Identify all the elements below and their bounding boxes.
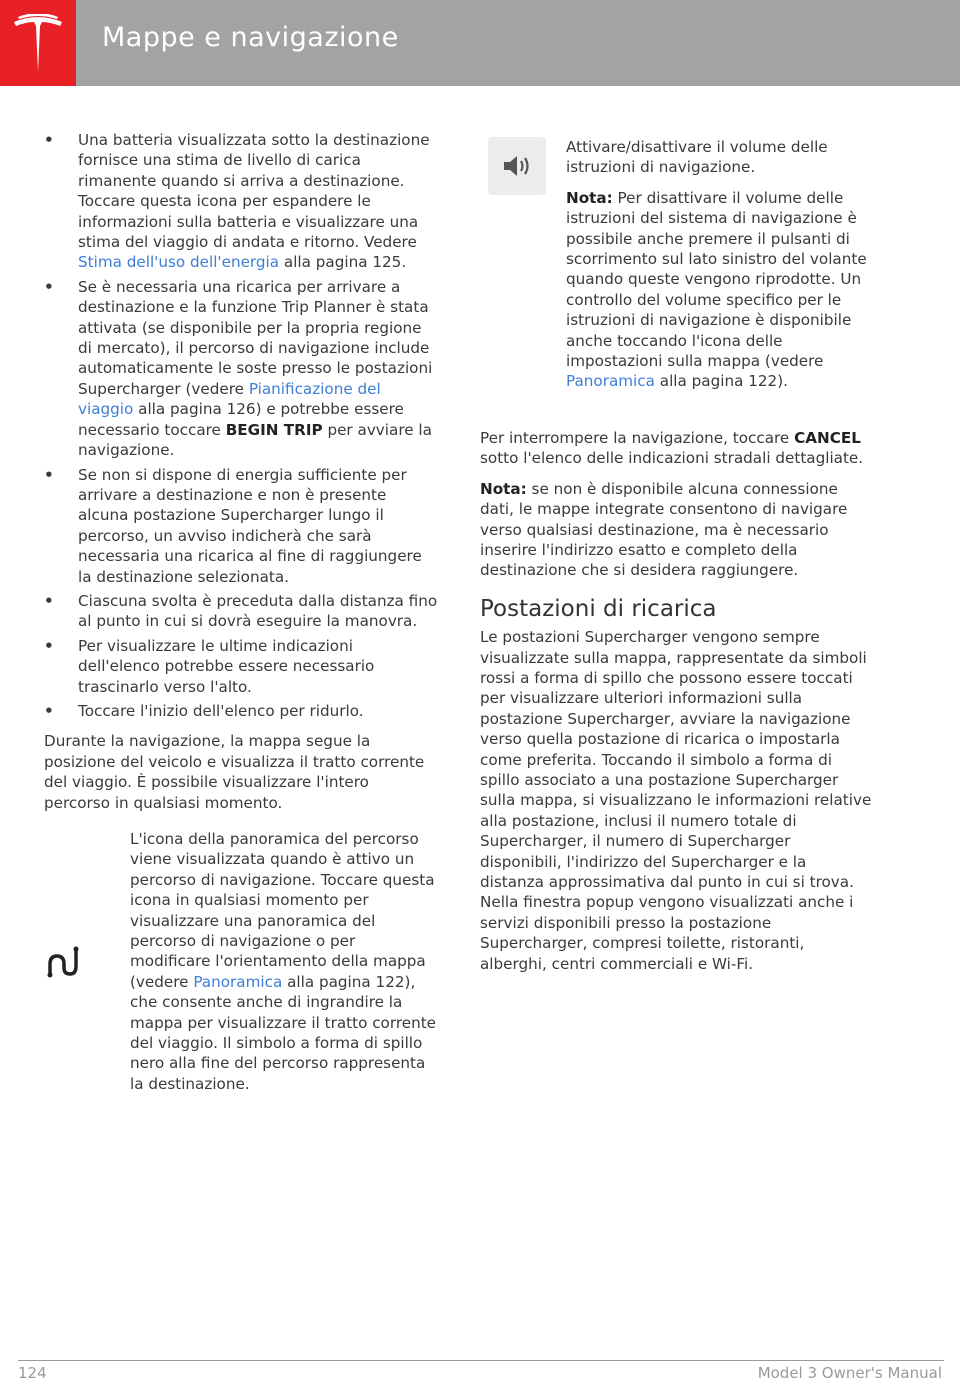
volume-title: Attivare/disattivare il volume delle istruzioni di navigazione.	[566, 138, 828, 177]
link-pianificazione[interactable]: Pianificazione del viaggio	[78, 379, 381, 419]
cancel-label: CANCEL	[794, 428, 861, 447]
connection-note: Nota: se non è disponibile alcuna connessione dati, le mappe integrate consentono di navigare verso qualsiasi destinazione, ma è necessario inserire l'indirizzo esatto e completo della destinazione che si desidera raggiungere.	[480, 479, 848, 580]
cancel-paragraph: Per interrompere la navigazione, toccare CANCEL sotto l'elenco delle indicazioni stradali dettagliate.	[480, 428, 864, 468]
page-header	[0, 0, 960, 86]
list-item: • Una batteria visualizzata sotto la destinazione fornisce una stima de livello di carica rimanente quando si arriva a destinazione. Toccare questa icona per espandere le informazioni sulla batteria e visualizzare una stima del viaggio di andata e ritorno. Vedere Stima dell'uso dell'energia alla pagina 125.	[44, 131, 430, 272]
charging-paragraph: Le postazioni Supercharger vengono sempre visualizzate sulla mappa, rappresentate da simboli rossi a forma di spillo che possono essere toccati per visualizzare ulteriori informazioni sulla postazione Supercharger, avviare la navigazione verso quella postazione di ricarica o impostarla come preferita. Toccando il simbolo a forma di spillo associato a una postazione Supercharger sulla mappa, si visualizzano le informazioni relative alla postazione, inclusi il numero totale di Supercharger, il numero di Supercharger disponibili, l'indirizzo del Supercharger e la distanza approssimativa dal punto in cui si trova. Nella finestra popup vengono visualizzati anche i servizi disponibili presso la postazione Supercharger, compresi toilette, ristoranti, alberghi, centri commerciali e Wi-Fi.	[480, 628, 872, 973]
page-number: 124	[18, 1364, 47, 1382]
volume-row	[480, 137, 875, 402]
route-overview-icon	[44, 942, 84, 982]
route-overview-text: L'icona della panoramica del percorso viene visualizzata quando è attivo un percorso di navigazione. Toccare questa icona in qualsiasi momento per visualizzare una panoramica del percorso di navigazione o per modificare l'orientamento della mappa (vedere Panoramica alla pagina 122), che consente anche di ingrandire la mappa per visualizzare il tratto corrente del viaggio. Il simbolo a forma di spillo nero alla fine del percorso rappresenta la destinazione.	[130, 830, 436, 1093]
footer-divider	[18, 1360, 944, 1361]
link-stima-energia[interactable]: Stima dell'uso dell'energia	[78, 253, 280, 272]
left-column	[44, 130, 439, 1094]
list-item: • Toccare l'inizio dell'elenco per ridurlo.	[44, 701, 364, 720]
volume-note: Nota: Per disattivare il volume delle istruzioni del sistema di navigazione è possibile anche premere il pulsanti di scorrimento sul lato sinistro del volante quando queste vengono riprodotte. Un controllo del volume specifico per le istruzioni di navigazione è disponibile anche toccando l'icona delle impostazioni sulla mappa (vedere Panoramica alla pagina 122).	[566, 188, 867, 391]
manual-title: Model 3 Owner's Manual	[757, 1364, 942, 1382]
section-heading: Postazioni di ricarica	[480, 595, 717, 622]
route-overview-row	[44, 829, 439, 1094]
speaker-icon	[501, 152, 533, 180]
link-panoramica-right[interactable]: Panoramica	[566, 372, 655, 391]
link-panoramica-left[interactable]: Panoramica	[193, 972, 283, 991]
list-item: • Per visualizzare le ultime indicazioni dell'elenco potrebbe essere necessario trascinarlo verso l'alto.	[44, 636, 375, 696]
tesla-logo	[0, 0, 76, 86]
page-title: Mappe e navigazione	[102, 22, 399, 53]
right-column	[480, 137, 875, 984]
tesla-t-icon	[12, 14, 64, 74]
volume-button[interactable]	[488, 137, 546, 195]
bullet-list	[44, 130, 439, 721]
navigation-paragraph: Durante la navigazione, la mappa segue la posizione del veicolo e visualizza il tratto corrente del viaggio. È possibile visualizzare l'intero percorso in qualsiasi momento.	[44, 732, 425, 812]
list-item: • Se è necessaria una ricarica per arrivare a destinazione e la funzione Trip Planner è stata attivata (se disponibile per la propria regione di mercato), il percorso di navigazione include automaticamente le soste presso le postazioni Supercharger (vedere Pianificazione del viaggio alla pagina 126) e potrebbe essere necessario toccare BEGIN TRIP per avviare la navigazione.	[44, 277, 433, 460]
begin-trip-label: BEGIN TRIP	[225, 420, 323, 439]
list-item: • Ciascuna svolta è preceduta dalla distanza fino al punto in cui si dovrà eseguire la manovra.	[44, 591, 438, 631]
list-item: • Se non si dispone di energia sufficiente per arrivare a destinazione e non è presente alcuna postazione Supercharger lungo il percorso, un avviso indicherà che sarà necessaria una ricarica al fine di raggiungere la destinazione selezionata.	[44, 465, 422, 586]
